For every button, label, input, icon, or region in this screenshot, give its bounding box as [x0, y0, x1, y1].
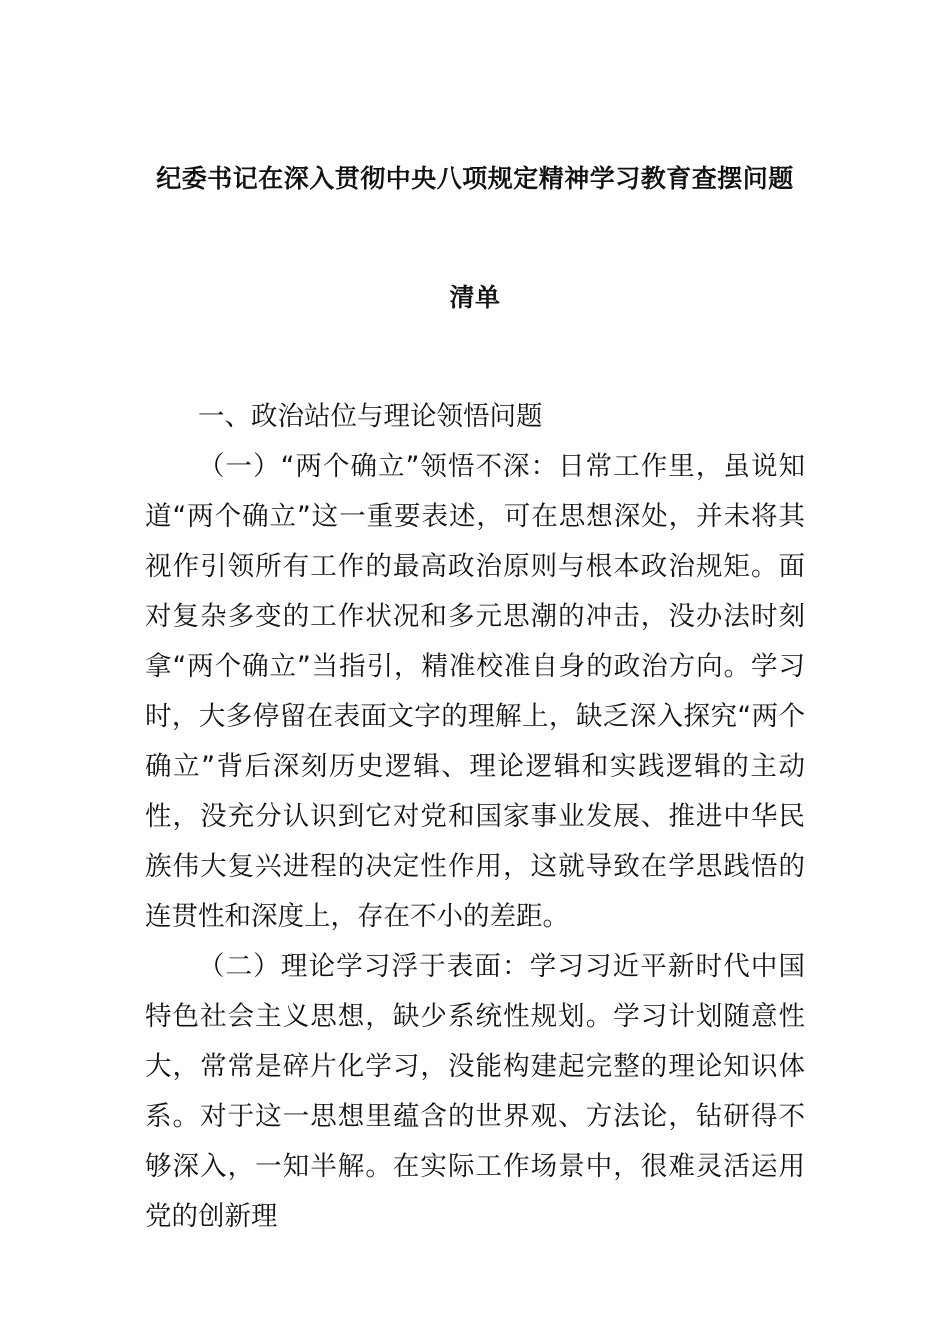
paragraph-item-1: （一）“两个确立”领悟不深：日常工作里，虽说知道“两个确立”这一重要表述，可在思想深处，并未将其视作引领所有工作的最高政治原则与根本政治规矩。面对复杂多变的工作状况和多元思潮的冲击，没办法时刻拿“两个确立”当指引，精准校准自身的政治方向。学习时，大多停留在表面文字的理解上，缺乏深入探究“两个确立”背后深刻历史逻辑、理论逻辑和实践逻辑的主动性，没充分认识到它对党和国家事业发展、推进中华民族伟大复兴进程的决定性作用，这就导致在学思践悟的连贯性和深度上，存在不小的差距。	[145, 451, 805, 932]
document-title-line-1: 纪委书记在深入贯彻中央八项规定精神学习教育查摆问题	[156, 164, 794, 193]
paragraph-item-2: （二）理论学习浮于表面：学习习近平新时代中国特色社会主义思想，缺少系统性规划。学习计划随意性大，常常是碎片化学习，没能构建起完整的理论知识体系。对于这一思想里蕴含的世界观、方法论，钻研得不够深入，一知半解。在实际工作场景中，很难灵活运用党的创新理	[145, 951, 805, 1232]
document-body	[145, 392, 805, 1242]
section-heading: 一、政治站位与理论领悟问题	[198, 401, 543, 432]
document-title-line-2: 清单	[449, 283, 501, 312]
